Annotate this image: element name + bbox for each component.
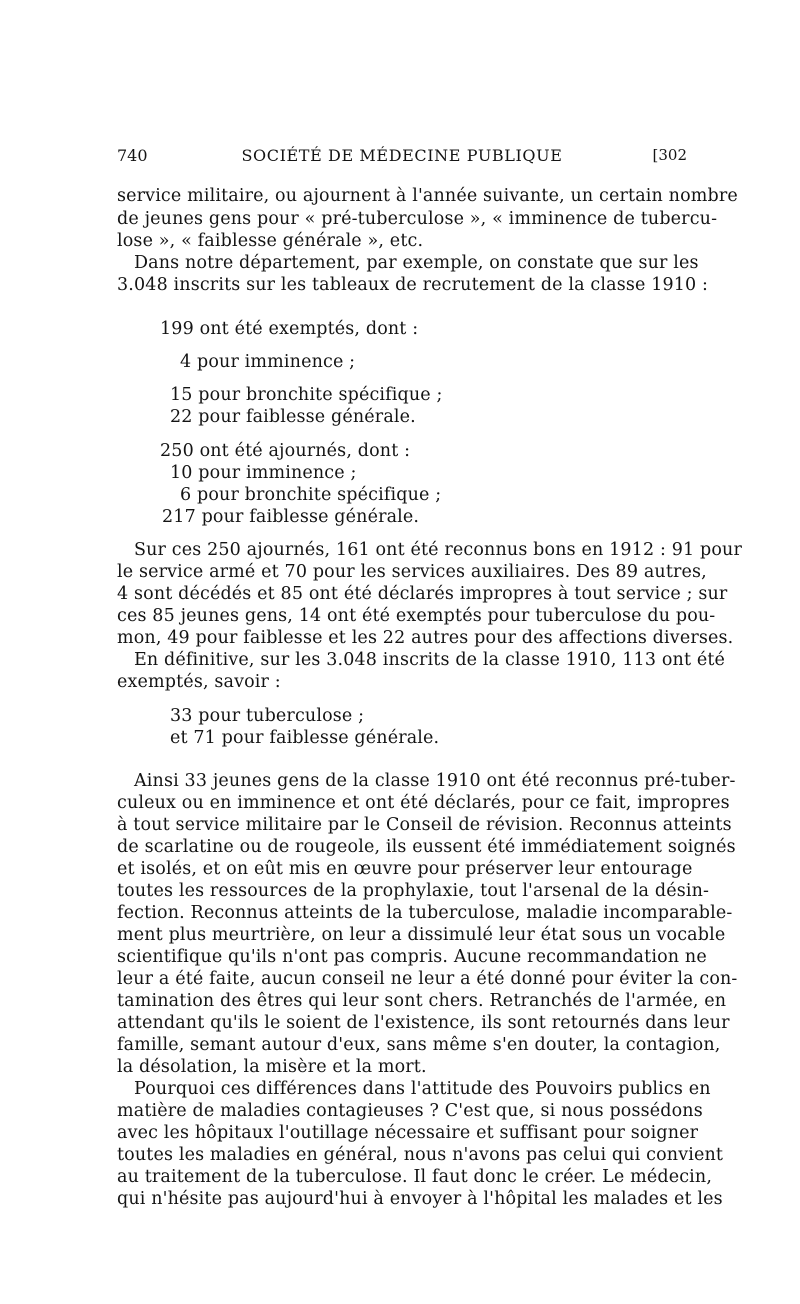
list-item: 4 pour imminence ; <box>180 352 356 372</box>
text-line: culeux ou en imminence et ont été déclarés, pour ce fait, impropres <box>117 793 730 813</box>
text-line: Dans notre département, par exemple, on constate que sur les <box>134 253 699 273</box>
text-line: ces 85 jeunes gens, 14 ont été exemptés pour tuberculose du pou- <box>117 606 716 626</box>
text-line: fection. Reconnus atteints de la tuberculose, maladie incomparable- <box>117 903 733 923</box>
page-header <box>117 146 687 170</box>
text-line: Sur ces 250 ajournés, 161 ont été reconnus bons en 1912 : 91 pour <box>134 540 742 560</box>
list-item: 10 pour imminence ; <box>170 463 357 483</box>
text-line: leur a été faite, aucun conseil ne leur a été donné pour éviter la con- <box>117 969 738 989</box>
text-line: et isolés, et on eût mis en œuvre pour préserver leur entourage <box>117 859 693 879</box>
text-line: famille, semant autour d'eux, sans même s'en douter, la contagion, <box>117 1035 721 1055</box>
bracket-reference: [302 <box>652 146 687 164</box>
text-line: la désolation, la misère et la mort. <box>117 1057 427 1077</box>
text-line: avec les hôpitaux l'outillage nécessaire et suffisant pour soigner <box>117 1123 699 1143</box>
text-line: 4 sont décédés et 85 ont été déclarés impropres à tout service ; sur <box>117 584 728 604</box>
text-line: scientifique qu'ils n'ont pas compris. Aucune recommandation ne <box>117 947 707 967</box>
list-item: 33 pour tuberculose ; <box>170 706 365 726</box>
list-item: 22 pour faiblesse générale. <box>170 407 416 427</box>
text-line: En définitive, sur les 3.048 inscrits de la classe 1910, 113 ont été <box>134 650 726 670</box>
text-line: qui n'hésite pas aujourd'hui à envoyer à l'hôpital les malades et les <box>117 1189 723 1209</box>
text-line: mon, 49 pour faiblesse et les 22 autres pour des affections diverses. <box>117 628 734 648</box>
text-line: service militaire, ou ajournent à l'année suivante, un certain nombre <box>117 186 738 206</box>
text-line: de scarlatine ou de rougeole, ils eussent été immédiatement soignés <box>117 837 736 857</box>
list-item: 217 pour faiblesse générale. <box>162 507 420 527</box>
text-line: au traitement de la tuberculose. Il faut donc le créer. Le médecin, <box>117 1167 713 1187</box>
list-item: 199 ont été exemptés, dont : <box>160 319 419 339</box>
text-line: exemptés, savoir : <box>117 672 281 692</box>
list-item: 15 pour bronchite spécifique ; <box>170 385 443 405</box>
text-line: attendant qu'ils le soient de l'existence, ils sont retournés dans leur <box>117 1013 730 1033</box>
list-item: et 71 pour faiblesse générale. <box>170 728 440 748</box>
list-item: 6 pour bronchite spécifique ; <box>180 485 442 505</box>
text-line: toutes les maladies en général, nous n'avons pas celui qui convient <box>117 1145 724 1165</box>
text-line: 3.048 inscrits sur les tableaux de recrutement de la classe 1910 : <box>117 275 709 295</box>
text-line: toutes les ressources de la prophylaxie, tout l'arsenal de la désin- <box>117 881 710 901</box>
page-number: 740 <box>117 146 148 165</box>
running-title: SOCIÉTÉ DE MÉDECINE PUBLIQUE <box>241 146 563 165</box>
text-line: à tout service militaire par le Conseil de révision. Reconnus atteints <box>117 815 732 835</box>
text-line: Pourquoi ces différences dans l'attitude des Pouvoirs publics en <box>134 1079 711 1099</box>
text-line: tamination des êtres qui leur sont chers. Retranchés de l'armée, en <box>117 991 727 1011</box>
text-line: de jeunes gens pour « pré-tuberculose », « imminence de tubercu- <box>117 209 718 229</box>
text-line: Ainsi 33 jeunes gens de la classe 1910 ont été reconnus pré-tuber- <box>134 771 736 791</box>
text-line: lose », « faiblesse générale », etc. <box>117 231 424 251</box>
text-line: ment plus meurtrière, on leur a dissimulé leur état sous un vocable <box>117 925 726 945</box>
text-line: matière de maladies contagieuses ? C'est que, si nous possédons <box>117 1101 703 1121</box>
list-item: 250 ont été ajournés, dont : <box>160 441 411 461</box>
text-line: le service armé et 70 pour les services auxiliaires. Des 89 autres, <box>117 562 707 582</box>
